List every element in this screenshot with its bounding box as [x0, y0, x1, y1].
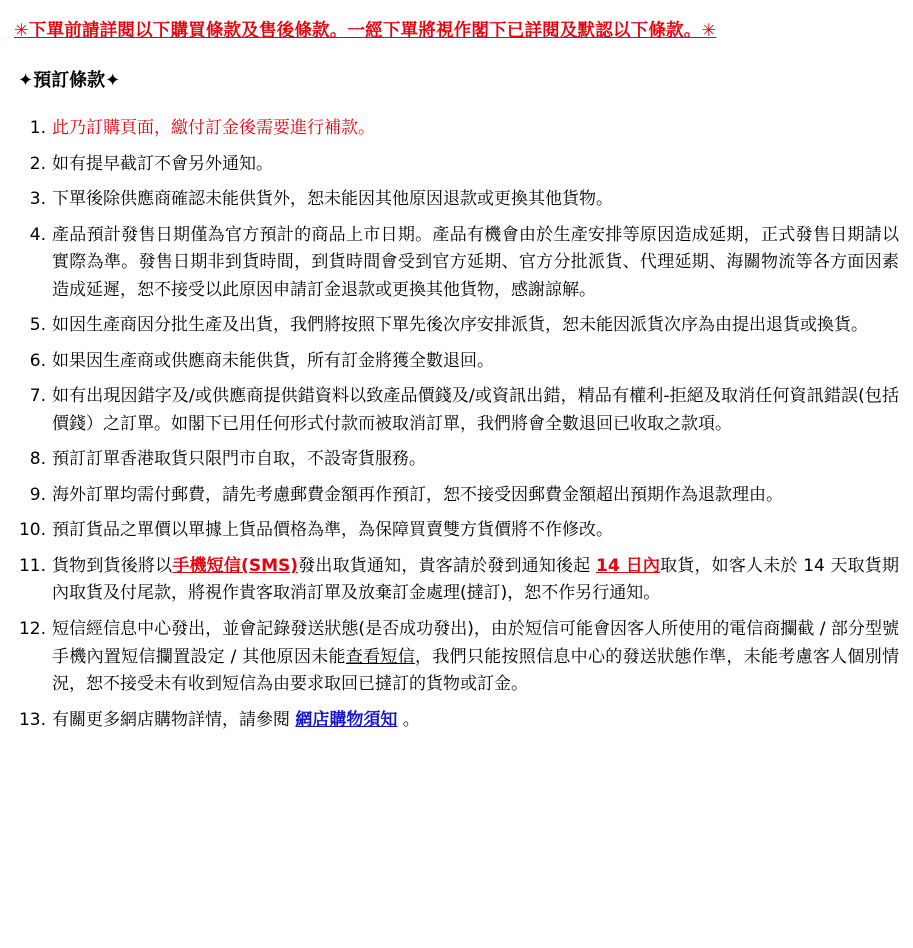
term-item: [14, 186, 899, 214]
term-item: [14, 616, 899, 699]
term-item: [14, 115, 899, 143]
term-item: [14, 312, 899, 340]
term-number: 6.: [29, 350, 46, 371]
terms-list: [14, 115, 899, 734]
term-number: 12.: [18, 618, 46, 639]
term-number: 8.: [29, 449, 46, 470]
term-number: 10.: [18, 520, 46, 541]
term-item: [14, 482, 899, 510]
term-text: 如有出現因錯字及/或供應商提供錯資料以致產品價錢及/或資訊出錯，精品有權利-拒絕及取消任何資訊錯誤(包括價錢）之訂單。如閣下已用任何形式付款而被取消訂單，我們將會全數退回已收取之款項。: [52, 386, 899, 434]
term-number: 9.: [29, 484, 46, 505]
term-text: 預訂貨品之單價以單據上貨品價格為準，為保障買賣雙方貨價將不作修改。: [52, 520, 613, 541]
term-number: 11.: [18, 555, 46, 576]
term-text-run: 短信經信息中心發出，並會記錄發送狀態(是否成功發出)，由於短信可能會因客人所使用的電信商攔截 / 部分型號手機內置短信攔置設定 / 其他原因未能: [52, 618, 899, 667]
term-text-run: 貨物到貨後將以: [52, 555, 173, 576]
term-number: 4.: [29, 224, 46, 245]
term-text: 預訂訂單香港取貨只限門市自取，不設寄貨服務。: [52, 449, 426, 470]
shopping-guide-link[interactable]: 網店購物須知: [295, 709, 398, 730]
term-item: [14, 222, 899, 305]
term-number: 7.: [29, 386, 46, 407]
term-text-run: 取貨，如客人未於 14 天取貨期內取貨及付尾款，將視作貴客取消訂單及放棄訂金處理(撻訂)，恕不作另行通知。: [52, 555, 899, 604]
term-number: 1.: [29, 118, 46, 139]
term-item: [14, 553, 899, 608]
term-item: [14, 707, 899, 735]
term-text: 如果因生產商或供應商未能供貨，所有訂金將獲全數退回。: [52, 350, 494, 371]
term-item: [14, 446, 899, 474]
term-text: [52, 619, 899, 694]
term-text: 海外訂單均需付郵費，請先考慮郵費金額再作預訂，恕不接受因郵費金額超出預期作為退款理由。: [52, 484, 783, 505]
page-headline: ✳下單前請詳閱以下購買條款及售後條款。一經下單將視作閣下已詳閱及默認以下條款。✳: [14, 21, 717, 41]
term-text-run: 。: [397, 709, 420, 730]
term-text: [52, 710, 420, 730]
term-text-run: ，我們只能按照信息中心的發送狀態作準，未能考慮客人個別情況，恕不接受未有收到短信為由要求取回已撻訂的貨物或訂金。: [52, 646, 899, 695]
term-item: [14, 517, 899, 545]
term-number: 2.: [29, 153, 46, 174]
term-item: [14, 348, 899, 376]
term-text: 如有提早截訂不會另外通知。: [52, 153, 273, 174]
term-text: 如因生產商因分批生產及出貨，我們將按照下單先後次序安排派貨，恕未能因派貨次序為由提出退貨或換貨。: [52, 315, 868, 336]
term-text-run: 有關更多網店購物詳情，請參閱: [52, 709, 296, 730]
term-number: 13.: [18, 709, 46, 730]
term-text-run: 發出取貨通知，貴客請於發到通知後起: [298, 555, 596, 576]
term-underline: 查看短信: [345, 646, 416, 667]
term-number: 5.: [29, 315, 46, 336]
term-text: 產品預計發售日期僅為官方預計的商品上市日期。產品有機會由於生產安排等原因造成延期，正式發售日期請以實際為準。發售日期非到貨時間，到貨時間會受到官方延期、官方分批派貨、代理延期、海關物流等各方面因素造成延遲，恕不接受以此原因申請訂金退款或更換其他貨物，感謝諒解。: [52, 224, 899, 300]
term-emphasis: 14 日內: [595, 555, 661, 576]
term-text: [52, 556, 899, 604]
term-number: 3.: [29, 189, 46, 210]
term-text: 此乃訂購頁面，繳付訂金後需要進行補款。: [52, 118, 375, 139]
term-text: 下單後除供應商確認未能供貨外，恕未能因其他原因退款或更換其他貨物。: [52, 189, 613, 210]
term-emphasis: 手機短信(SMS): [172, 555, 299, 576]
section-title: ✦預訂條款✦: [18, 70, 121, 92]
term-item: [14, 383, 899, 438]
term-item: [14, 151, 899, 179]
